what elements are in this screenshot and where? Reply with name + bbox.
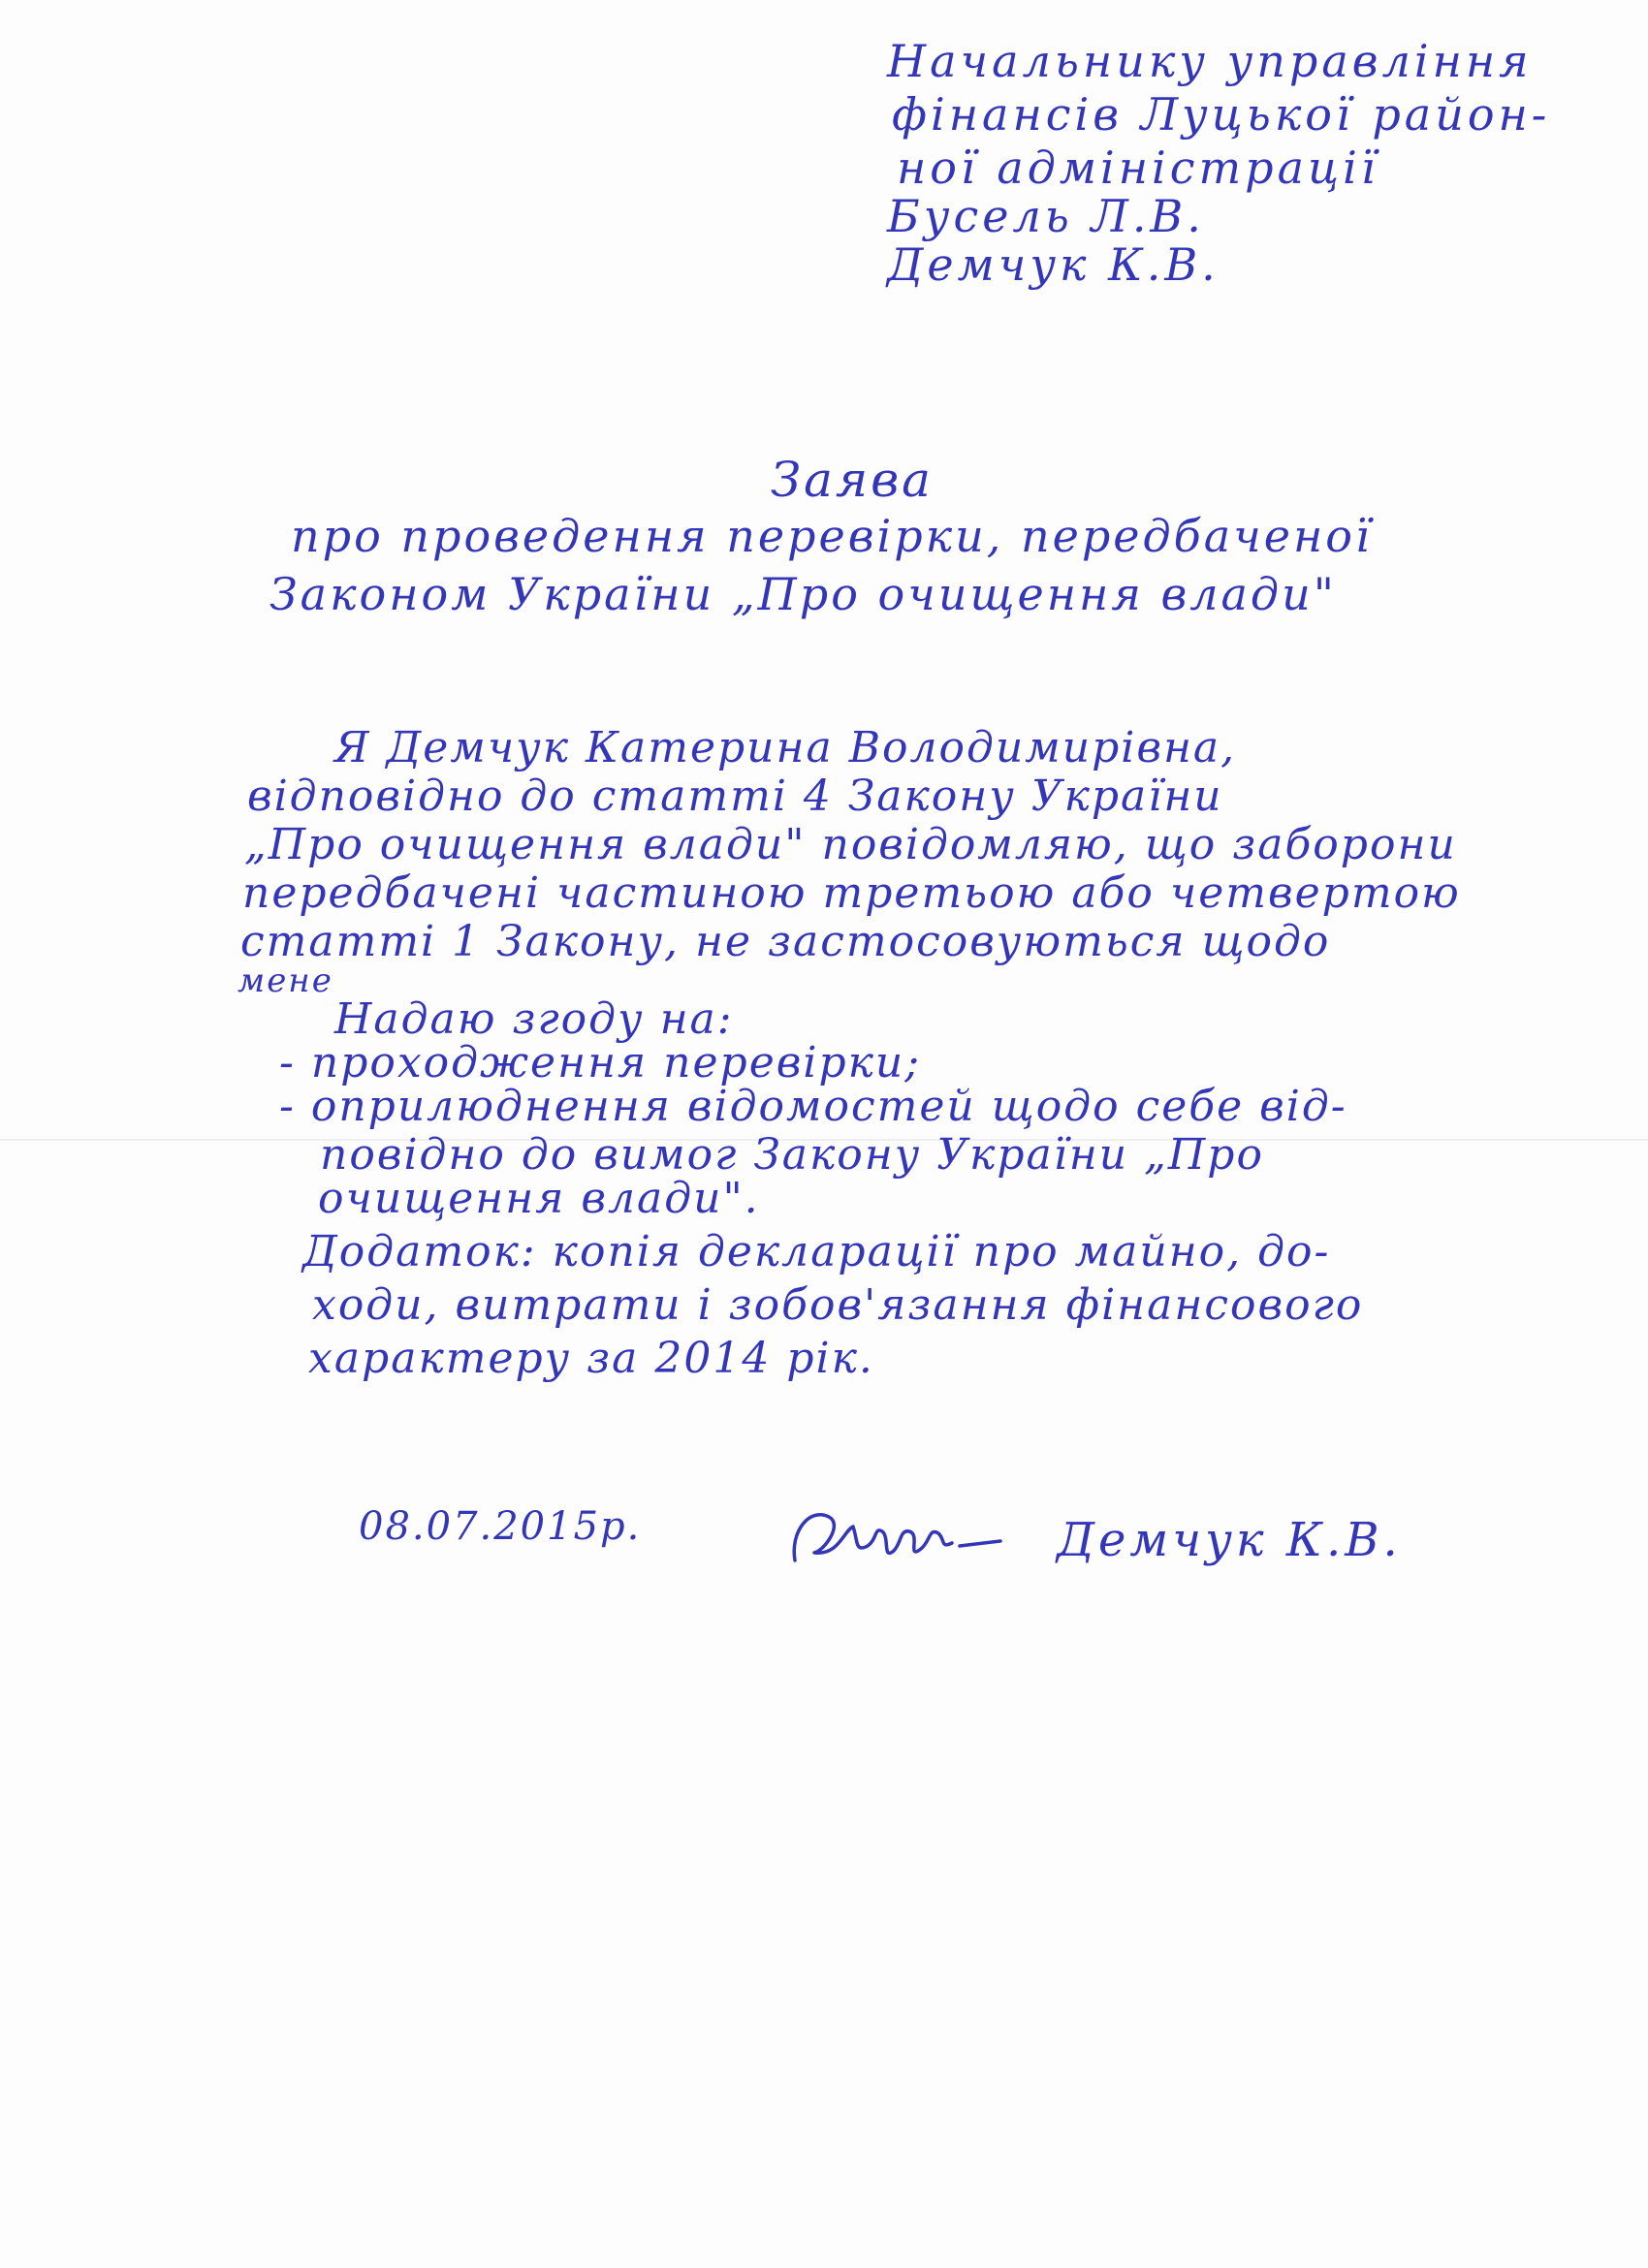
addressee-name: Бусель Л.В.: [887, 190, 1205, 242]
addressee-line-1: Начальнику управління: [887, 35, 1533, 87]
consent-item-2: - оприлюднення відомостей щодо себе від-: [279, 1082, 1347, 1131]
addressee-line-2: фінансів Луцької район-: [892, 88, 1551, 141]
body-line-10: повідно до вимог Закону України „Про: [320, 1130, 1264, 1180]
signer-name: Демчук К.В.: [1057, 1513, 1402, 1567]
title-line-1: про проведення перевірки, передбаченої: [291, 510, 1373, 562]
body-line-3: „Про очищення влади" повідомляю, що заборони: [244, 820, 1457, 869]
annex-line-2: ходи, витрати і зобов'язання фінансового: [312, 1280, 1364, 1330]
title-line-2: Законом України „Про очищення влади": [269, 568, 1337, 620]
body-line-11: очищення влади".: [318, 1174, 760, 1223]
consent-item-1: - проходження перевірки;: [279, 1038, 922, 1087]
consent-heading: Надаю згоду на:: [334, 994, 734, 1044]
document-date: 08.07.2015р.: [359, 1504, 642, 1549]
annex-line-1: Додаток: копія декларації про майно, до-: [302, 1227, 1331, 1276]
body-line-5: статті 1 Закону, не застосовуються щодо: [240, 917, 1331, 966]
addressee-line-3: ної адміністрації: [897, 142, 1379, 194]
handwritten-signature: [785, 1493, 1008, 1580]
annex-line-3: характеру за 2014 рік.: [308, 1334, 874, 1383]
body-line-6: мене: [238, 961, 333, 1000]
body-line-4: передбачені частиною третьою або четвертою: [242, 868, 1461, 918]
body-line-1: Я Демчук Катерина Володимирівна,: [334, 723, 1237, 772]
applicant-name: Демчук К.В.: [887, 238, 1220, 291]
page-title: Заява: [771, 452, 934, 508]
body-line-2: відповідно до статті 4 Закону України: [247, 772, 1223, 821]
